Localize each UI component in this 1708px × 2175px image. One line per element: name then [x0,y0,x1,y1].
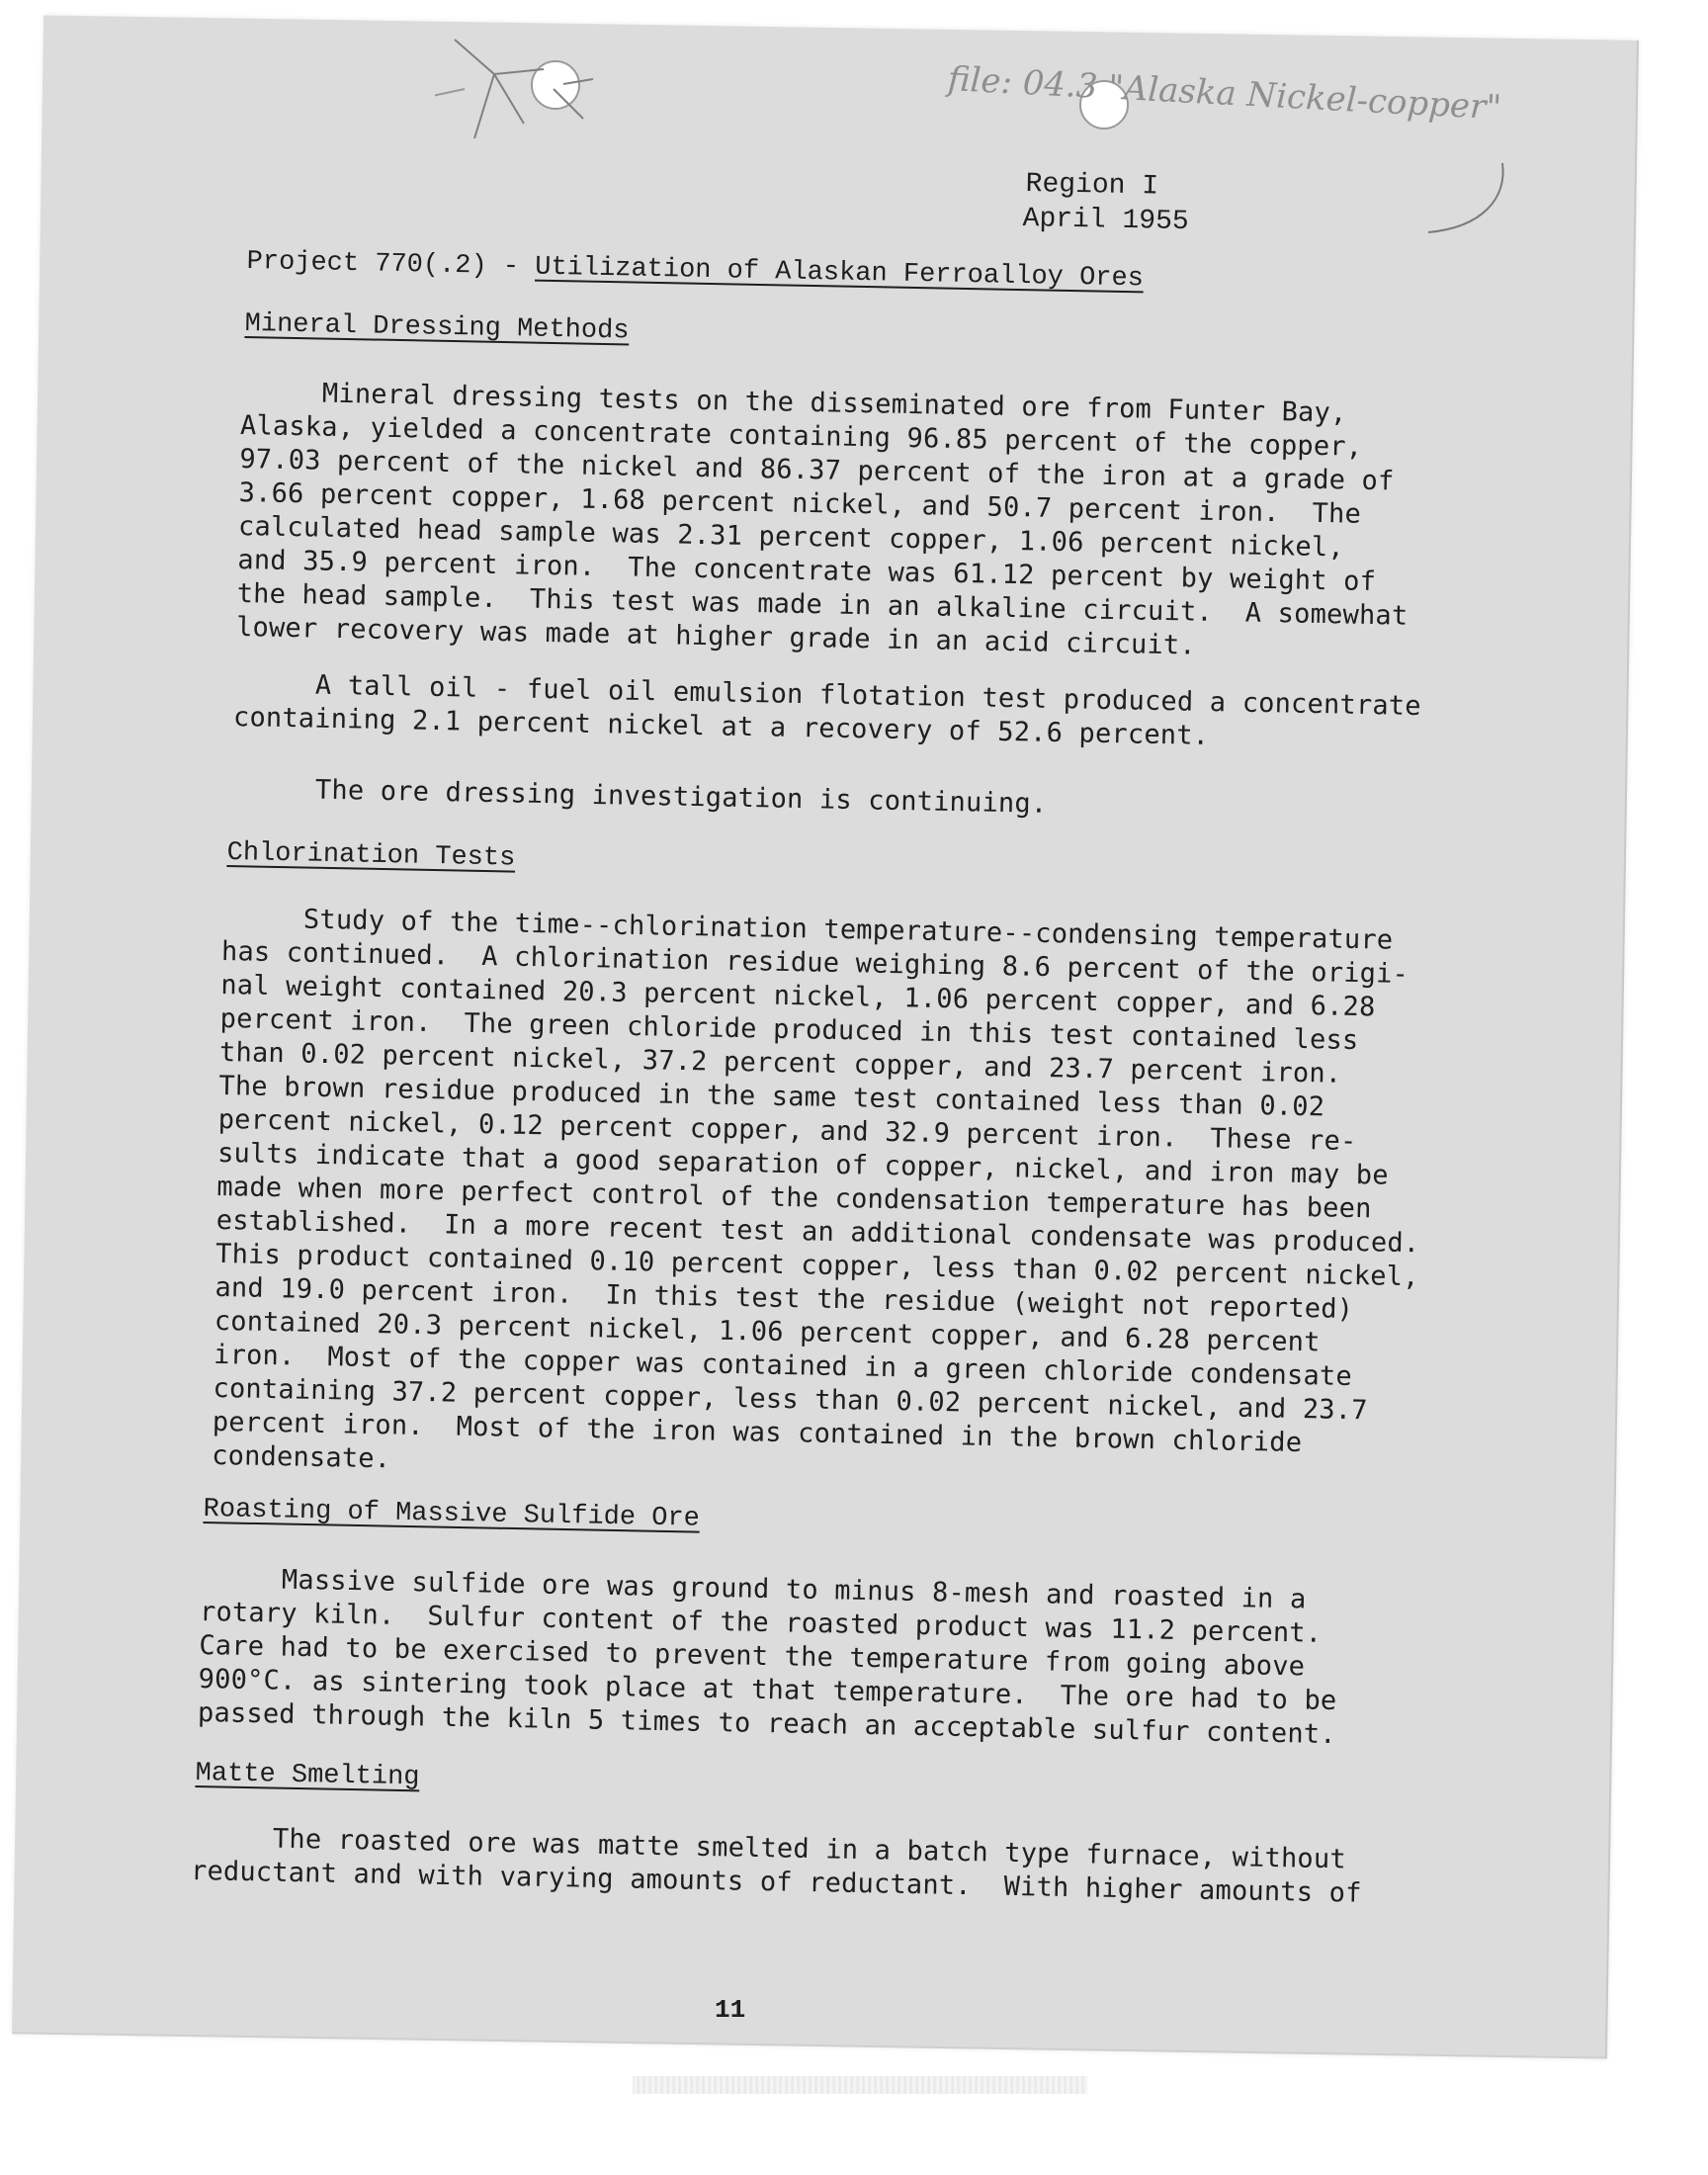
page-number: 11 [715,1995,746,2025]
section-heading-mineral-dressing: Mineral Dressing Methods [244,308,630,347]
section-heading-roasting: Roasting of Massive Sulfide Ore [203,1494,701,1534]
project-title: Utilization of Alaskan Ferroalloy Ores [534,252,1145,295]
paragraph-matte-smelting-1: The roasted ore was matte smelted in a batch type furnace, without reductant and with varying amounts of reductant. With higher amounts of [190,1821,1362,1909]
handwritten-file-note: file: 04.3 "Alaska Nickel-copper" [946,59,1502,129]
paragraph-mineral-dressing-2: A tall oil - fuel oil emulsion flotation test produced a concentrate containing 2.1 percent nickel at a recovery of 52.6 percent. [232,667,1422,751]
project-title-line [246,245,1144,296]
header-region: Region I [1025,168,1159,203]
paragraph-mineral-dressing-1: Mineral dressing tests on the disseminated ore from Funter Bay, Alaska, yielded a concentrate containing 96.85 percent of the copper, 97.03 percent of the nickel and 86.37 percent of the iron at a grade of 3.66 percent copper, 1.68 percent nickel, and 50.7 percent iron. The calculated head sample was 2.31 percent copper, 1.06 percent nickel, and 35.9 percent iron. The concentrate was 61.12 percent by weight of the head sample. This test was made in an alkaline circuit. A somewhat lower recovery was made at higher grade in an acid circuit. [235,376,1409,661]
paragraph-chlorination-1: Study of the time--chlorination temperature--condensing temperature has continued. A chlorination residue weighing 8.6 percent of the origi- nal weight contained 20.3 percent nickel, 1.06 percent copper, and 6.28 percent iron. The green chloride produced in this test contained less than 0.02 percent nickel, 37.2 percent copper, and 23.7 percent iron. The brown residue produced in the same test contained less than 0.02 percent nickel, 0.12 percent copper, and 32.9 percent iron. These re- sults indicate that a good separation of copper, nickel, and iron may be made when more perfect control of the condensation temperature has been established. In a more recent test an additional condensate was produced. This product contained 0.10 percent copper, less than 0.02 percent nickel, and 19.0 percent iron. In this test the residue (weight not reported) contained 20.3 percent nickel, 1.06 percent copper, and 6.28 percent iron. Most of the copper was contained in a green chloride condensate containing 37.2 percent copper, less than 0.02 percent nickel, and 23.7 percent iron. Most of the iron was contained in the brown chloride condensate. [211,902,1420,1475]
paragraph-mineral-dressing-3: The ore dressing investigation is continuing. [233,772,1048,820]
project-number: Project 770(.2) - [246,246,536,283]
header-date: April 1955 [1022,203,1189,238]
paragraph-roasting-1: Massive sulfide ore was ground to minus 8-mesh and roasted in a rotary kiln. Sulfur content of the roasted product was 11.2 percent. Care had to be exercised to prevent the temperature from going above 900°C. as sintering took place at that temperature. The ore had to be passed through the kiln 5 times to reach an acceptable sulfur content. [197,1562,1337,1751]
section-heading-matte-smelting: Matte Smelting [195,1758,420,1793]
section-heading-chlorination: Chlorination Tests [226,837,516,874]
